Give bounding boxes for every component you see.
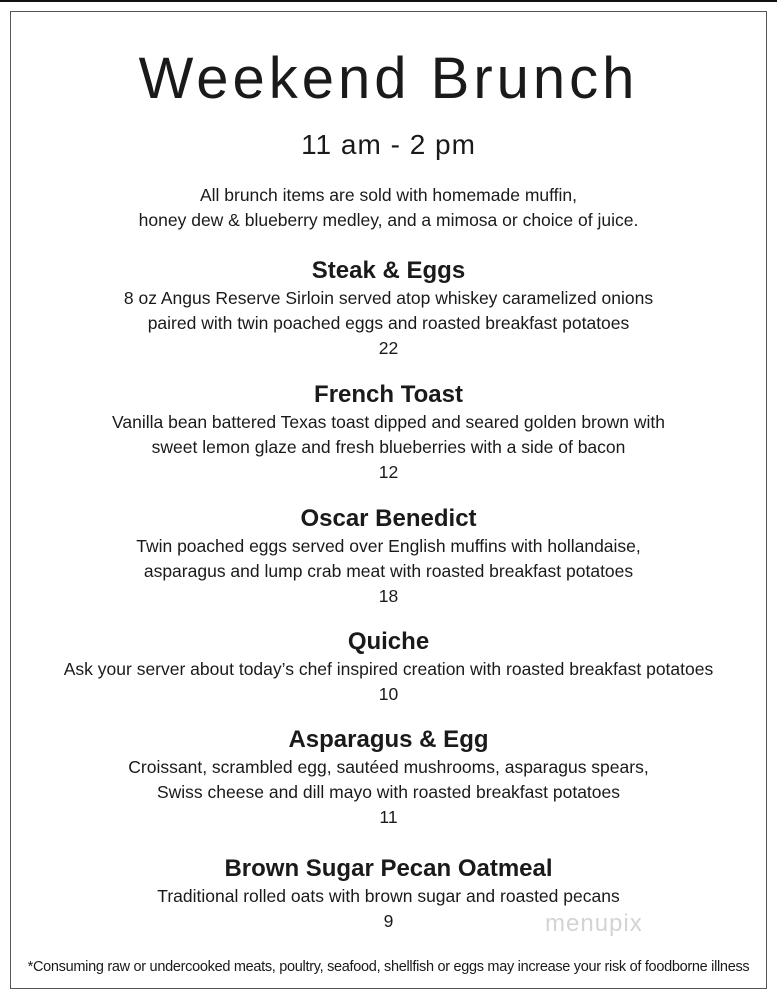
menu-item-french-toast	[0, 380, 777, 484]
intro-line: honey dew & blueberry medley, and a mimosa or choice of juice.	[138, 210, 639, 230]
top-edge	[0, 0, 777, 2]
menu-item-steak-eggs	[0, 256, 777, 360]
item-price: 10	[378, 684, 399, 704]
food-safety-footnote: *Consuming raw or undercooked meats, poultry, seafood, shellfish or eggs may increase your risk of foodborne illness	[27, 959, 750, 975]
item-price: 18	[378, 586, 399, 606]
item-desc: 8 oz Angus Reserve Sirloin served atop whiskey caramelized onions	[123, 288, 654, 308]
menu-title: Weekend Brunch	[138, 46, 639, 111]
item-price: 22	[378, 338, 399, 358]
item-name: Brown Sugar Pecan Oatmeal	[224, 855, 553, 882]
menu-item-oscar-benedict	[0, 504, 777, 608]
item-desc: Traditional rolled oats with brown sugar and roasted pecans	[157, 886, 620, 906]
item-name: Asparagus & Egg	[288, 726, 489, 753]
item-desc: sweet lemon glaze and fresh blueberries with a side of bacon	[151, 437, 626, 457]
watermark: menupix	[545, 910, 643, 937]
item-price: 11	[379, 807, 398, 827]
item-price: 9	[383, 911, 394, 931]
item-price: 12	[378, 462, 399, 482]
menu-item-quiche	[0, 627, 777, 706]
intro-text	[0, 183, 777, 233]
menu-item-asparagus-egg	[0, 725, 777, 829]
item-name: Quiche	[347, 628, 430, 655]
item-desc: Ask your server about today’s chef inspired creation with roasted breakfast potatoes	[63, 659, 714, 679]
item-desc: Croissant, scrambled egg, sautéed mushrooms, asparagus spears,	[128, 757, 649, 777]
item-desc: Swiss cheese and dill mayo with roasted breakfast potatoes	[156, 782, 621, 802]
item-name: Steak & Eggs	[311, 257, 466, 284]
brunch-hours: 11 am - 2 pm	[301, 129, 476, 160]
item-name: French Toast	[314, 381, 463, 408]
item-desc: paired with twin poached eggs and roasted breakfast potatoes	[147, 313, 630, 333]
item-desc: Vanilla bean battered Texas toast dipped and seared golden brown with	[112, 412, 665, 432]
menu-item-oatmeal	[0, 854, 777, 933]
item-desc: asparagus and lump crab meat with roasted breakfast potatoes	[143, 561, 634, 581]
item-desc: Twin poached eggs served over English muffins with hollandaise,	[136, 536, 641, 556]
intro-line: All brunch items are sold with homemade muffin,	[199, 185, 578, 205]
item-name: Oscar Benedict	[300, 505, 477, 532]
